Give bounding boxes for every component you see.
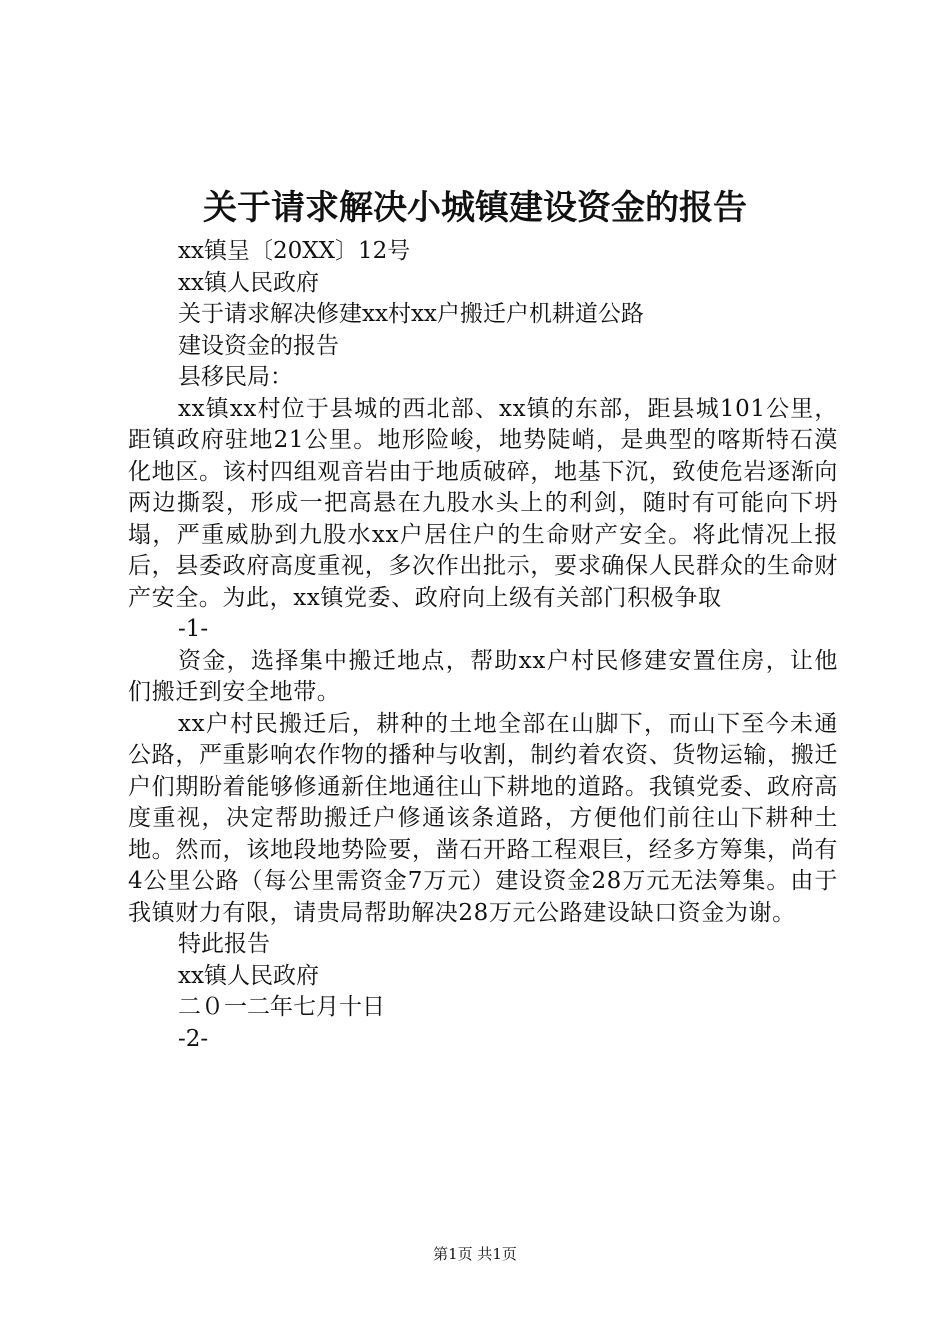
document-body xyxy=(128,236,838,1055)
paragraph-2: 资金，选择集中搬迁地点，帮助xx户村民修建安置住房，让他们搬迁到安全地带。 xyxy=(128,647,838,705)
page-footer: 第1页 共1页 xyxy=(433,1245,517,1263)
signature-org: xx镇人民政府 xyxy=(178,962,319,989)
date: 二０一二年七月十日 xyxy=(178,994,385,1020)
document-title: 关于请求解决小城镇建设资金的报告 xyxy=(203,188,747,228)
doc-number: xx镇呈〔20XX〕12号 xyxy=(178,238,411,264)
page-marker-2: -2- xyxy=(178,1025,209,1052)
recipient: 县移民局： xyxy=(178,364,293,390)
subject-line-1: 关于请求解决修建xx村xx户搬迁户机耕道公路 xyxy=(178,301,644,327)
paragraph-1: xx镇xx村位于县城的西北部、xx镇的东部，距县城101公里，距镇政府驻地21公里。地形险峻，地势陡峭，是典型的喀斯特石漠化地区。该村四组观音岩由于地质破碎，地基下沉，致使危岩逐渐向两边撕裂，形成一把高悬在九股水头上的利剑，随时有可能向下坍塌，严重威胁到九股水xx户居住户的生命财产安全。将此情况上报后，县委政府高度重视，多次作出批示，要求确保人民群众的生命财产安全。为此，xx镇党委、政府向上级有关部门积极争取 xyxy=(128,395,838,611)
paragraph-3: xx户村民搬迁后，耕种的土地全部在山脚下，而山下至今未通公路，严重影响农作物的播种与收割，制约着农资、货物运输，搬迁户们期盼着能够修通新住地通往山下耕地的道路。我镇党委、政府高度重视，决定帮助搬迁户修通该条道路，方便他们前往山下耕种土地。然而，该地段地势险要，凿石开路工程艰巨，经多方筹集，尚有4公里公路（每公里需资金7万元）建设资金28万元无法筹集。由于我镇财力有限，请贵局帮助解决28万元公路建设缺口资金为谢。 xyxy=(128,710,838,926)
closing: 特此报告 xyxy=(178,931,270,957)
subject-line-2: 建设资金的报告 xyxy=(178,332,339,359)
page-marker-1: -1- xyxy=(178,616,209,642)
sender-org: xx镇人民政府 xyxy=(178,269,319,296)
